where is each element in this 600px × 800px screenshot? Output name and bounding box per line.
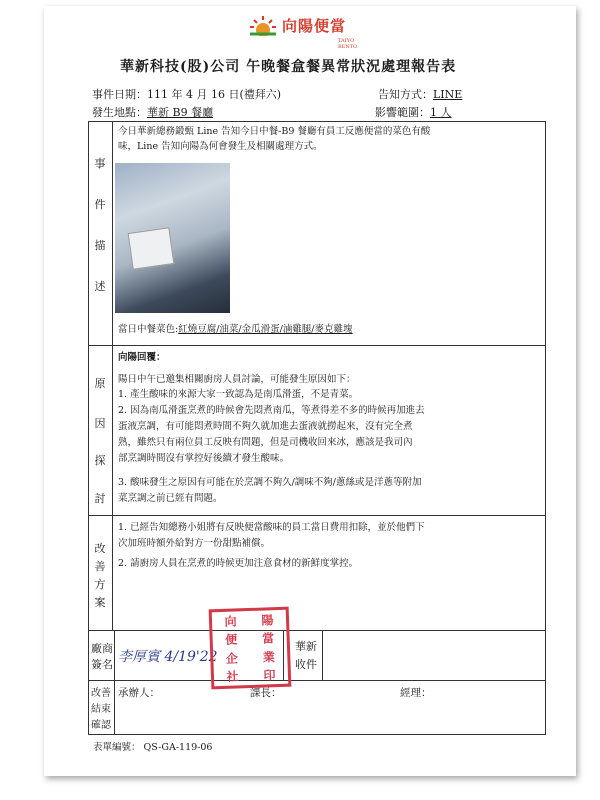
plan-line-1: 1. 已經告知總務小姐將有反映便當酸味的員工當日費用扣除，並於他們下	[118, 522, 425, 533]
plan-label-1: 改	[94, 542, 106, 555]
receive-label-1: 華新	[295, 640, 317, 653]
impact-scope-label: 影響範圍：	[375, 106, 430, 119]
cause-line-1: 陽日中午已邀集相關廚房人員討論，可能發生原因如下：	[118, 374, 356, 385]
event-line-2: 味，Line 告知向陽為何會發生及相關處理方式。	[118, 141, 323, 152]
event-date	[92, 86, 281, 102]
plan-label-2: 善	[94, 560, 106, 573]
vendor-label-1: 廠商	[91, 642, 113, 655]
event-label-4: 述	[94, 280, 106, 293]
cause-label-4: 討	[94, 492, 106, 505]
event-location-value: 華新 B9 餐廳	[147, 106, 214, 119]
cause-line-2: 1. 產生酸味的來源大家一致認為是南瓜滑蛋，不是青菜。	[118, 389, 359, 400]
impact-scope-value: 1 人	[430, 106, 452, 119]
event-location	[92, 104, 213, 120]
manager-label: 經理：	[400, 687, 432, 699]
confirm-label-3: 確認	[91, 720, 111, 731]
notify-method-label: 告知方式：	[378, 88, 433, 101]
cause-label-3: 探	[94, 454, 106, 467]
event-label-1: 事	[94, 157, 106, 170]
company-logo	[248, 14, 358, 50]
cause-label-2: 因	[94, 417, 106, 430]
event-line-1: 今日華新總務鍛甄 Line 告知今日中餐-B9 餐廳有員工反應便當的菜色有酸	[118, 126, 431, 137]
cause-label-1: 原	[94, 377, 106, 390]
menu-value: 紅燒豆腐/油菜/金瓜滑蛋/滷雞腿/麥克雞塊	[178, 324, 353, 335]
report-title: 華新科技(股)公司 午晚餐盒餐異常狀況處理報告表	[120, 59, 457, 75]
cause-line-5: 熟，雖然只有兩位員工反映有問題，但是司機收回來冰，應該是我司內	[118, 437, 413, 448]
cause-line-8: 菜烹調之前已經有問題。	[118, 493, 223, 504]
impact-scope	[375, 104, 452, 120]
handler-label: 承辦人：	[118, 687, 160, 699]
event-date-label: 事件日期：	[92, 88, 147, 101]
confirm-label-1: 改善	[91, 688, 111, 699]
cause-line-3: 2. 因為南瓜滑蛋烹煮的時候會先悶煮南瓜，等煮得差不多的時候再加進去	[118, 405, 425, 416]
meal-photo-bag	[128, 227, 175, 269]
cause-title: 向陽回覆：	[118, 352, 166, 363]
event-date-value: 111 年 4 月 16 日(禮拜六)	[147, 88, 282, 101]
notify-method-value: LINE	[433, 88, 463, 101]
event-label-2: 件	[94, 198, 106, 211]
plan-label-4: 案	[94, 596, 106, 609]
form-number: 表單編號： QS-GA-119-06	[93, 742, 213, 753]
company-seal: 向 陽 便 當 企 業 社 印	[209, 607, 292, 690]
receive-label-2: 收件	[295, 658, 317, 671]
vendor-signature: 李厚賓 4/19'22	[118, 649, 218, 665]
logo-subtext: TAIYO BENTO	[338, 38, 358, 50]
cause-line-6: 部烹調時間沒有掌控好後續才發生酸味。	[118, 453, 290, 464]
logo-text: 向陽便當	[282, 16, 347, 35]
chief-label: 課長：	[250, 687, 282, 699]
event-location-label: 發生地點：	[92, 106, 147, 119]
vendor-label-2: 簽名	[91, 658, 113, 671]
cause-line-4: 蛋液烹調，有可能悶煮時間不夠久就加進去蛋液就撈起來，沒有完全煮	[118, 421, 413, 432]
plan-line-3: 2. 請廚房人員在烹煮的時候更加注意食材的新鮮度掌控。	[118, 558, 359, 569]
sun-logo-icon	[248, 14, 278, 36]
plan-line-2: 次加班時額外給對方一份甜點補償。	[118, 538, 271, 549]
notify-method	[378, 86, 462, 102]
plan-label-3: 方	[94, 578, 106, 591]
event-label-3: 描	[94, 239, 106, 252]
menu-line	[118, 322, 353, 337]
confirm-label-2: 結束	[91, 704, 111, 715]
menu-label: 當日中餐菜色:	[118, 324, 179, 335]
cause-line-7: 3. 酸味發生之原因有可能在於烹調不夠久/調味不夠/蔥絲或是洋蔥等附加	[118, 477, 422, 488]
